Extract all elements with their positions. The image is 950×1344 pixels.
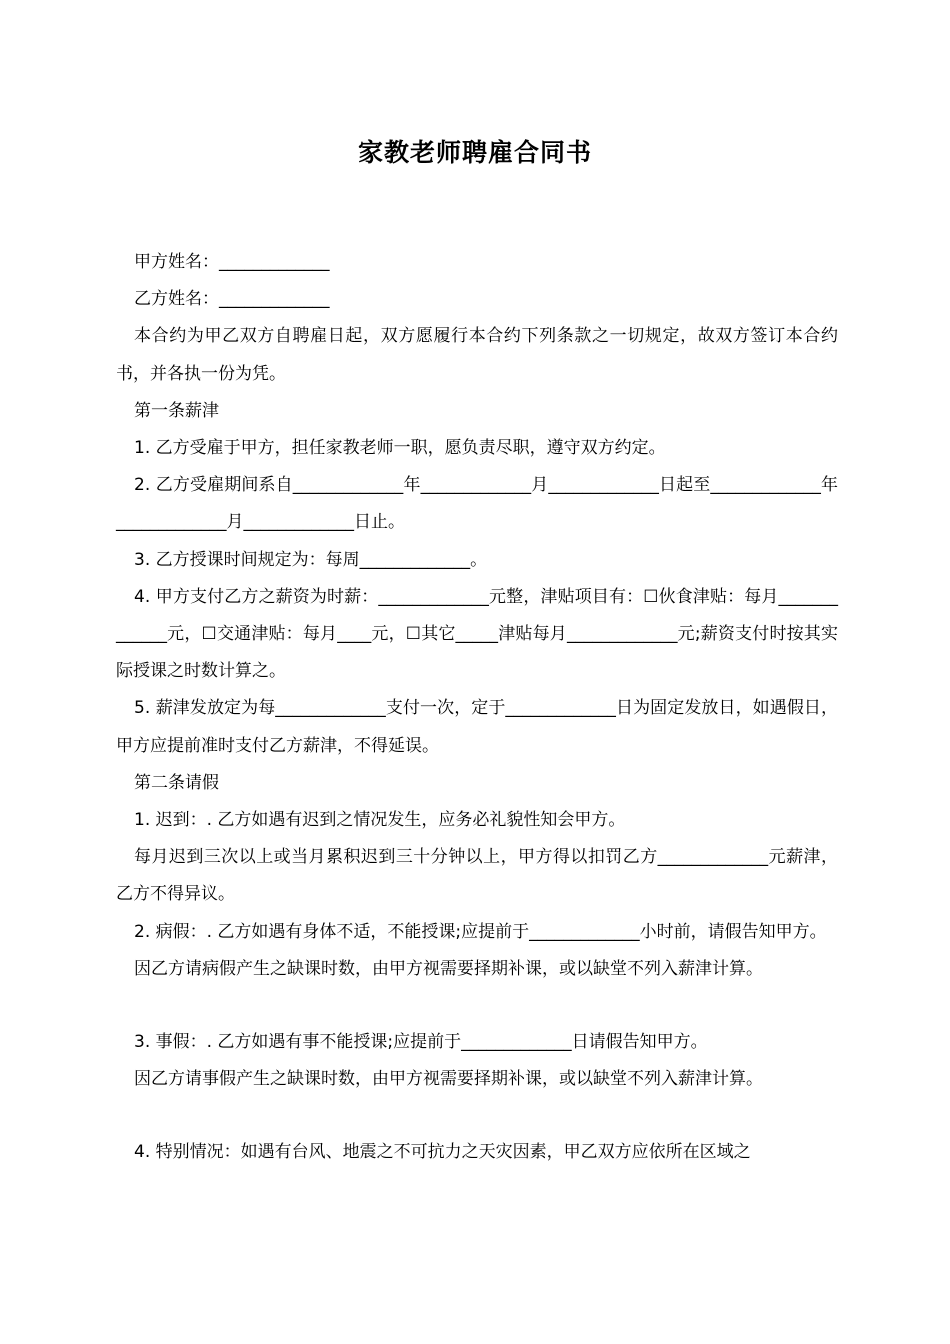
party-a-name-line: 甲方姓名：_____________ bbox=[134, 252, 330, 272]
article-1-clause-3: 3. 乙方授课时间规定为：每周_____________。 bbox=[134, 549, 488, 570]
preamble-paragraph: 本合约为甲乙双方自聘雇日起，双方愿履行本合约下列条款之一切规定，故双方签订本合约书，并各执一份为凭。 bbox=[116, 326, 838, 384]
article-1-clause-1: 1. 乙方受雇于甲方，担任家教老师一职，愿负责尽职，遵守双方约定。 bbox=[134, 438, 666, 459]
article-1-heading: 第一条薪津 bbox=[134, 400, 219, 421]
article-2-clause-2: 2. 病假：. 乙方如遇有身体不适，不能授课;应提前于_____________小时前，请假告知甲方。 bbox=[134, 921, 827, 942]
article-2-clause-3: 3. 事假：. 乙方如遇有事不能授课;应提前于_____________日请假告知甲方。 bbox=[134, 1032, 708, 1053]
article-2-clause-2-detail: 因乙方请病假产生之缺课时数，由甲方视需要择期补课，或以缺堂不列入薪津计算。 bbox=[134, 958, 763, 979]
article-1-clause-5: 5. 薪津发放定为每_____________支付一次，定于_____________日为固定发放日，如遇假日，甲方应提前准时支付乙方薪津，不得延误。 bbox=[116, 698, 838, 756]
article-2-clause-1: 1. 迟到：. 乙方如遇有迟到之情况发生，应务必礼貌性知会甲方。 bbox=[134, 810, 626, 831]
article-2-clause-4: 4. 特别情况：如遇有台风、地震之不可抗力之天灾因素，甲乙双方应依所在区域之 bbox=[134, 1142, 751, 1163]
document-title: 家教老师聘雇合同书 bbox=[357, 138, 592, 167]
article-2-clause-3-detail: 因乙方请事假产生之缺课时数，由甲方视需要择期补课，或以缺堂不列入薪津计算。 bbox=[134, 1069, 763, 1090]
article-1-clause-2: 2. 乙方受雇期间系自_____________年_____________月_____________日起至_____________年_____________月_____________日止。 bbox=[116, 475, 838, 533]
article-1-clause-4: 4. 甲方支付乙方之薪资为时薪：_____________元整，津贴项目有：☐伙食津贴：每月_____________元，☐交通津贴：每月____元，☐其它_____津贴每月_____________元;薪资支付时按其实际授课之时数计算之。 bbox=[116, 586, 838, 682]
contract-body bbox=[116, 244, 838, 1172]
article-2-heading: 第二条请假 bbox=[134, 772, 219, 793]
article-2-clause-1-detail: 每月迟到三次以上或当月累积迟到三十分钟以上，甲方得以扣罚乙方_____________元薪津，乙方不得异议。 bbox=[116, 847, 838, 905]
party-b-name-line: 乙方姓名：_____________ bbox=[134, 289, 330, 310]
